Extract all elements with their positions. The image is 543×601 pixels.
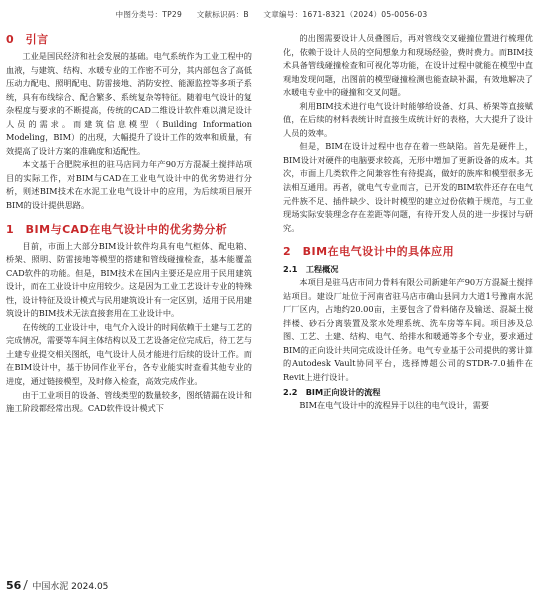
- paragraph: 利用BIM技术进行电气设计时能够给设备、灯具、桥架等直接赋值，在后续的材料表统计时直接生成统计好的表格，大大提升了设计人员的效率。: [283, 100, 533, 138]
- subsection-2-2-heading: 2.2 BIM正向设计的流程: [283, 386, 381, 397]
- paragraph: 由于工业项目的设备、管线类型的数量较多，图纸错漏在设计和施工阶段都经常出现。CAD软件设计模式下: [6, 389, 252, 414]
- subsection-2-1-heading: 2.1 工程概况: [283, 264, 339, 275]
- page-number: 56: [6, 579, 22, 592]
- article-number: 文章编号：1671-8321（2024）05-0056-03: [263, 10, 428, 19]
- journal-name: 中国水泥 2024.05: [32, 582, 109, 592]
- paragraph: 本项目是驻马店市同力骨料有限公司新建年产90万方混凝土搅拌站项目。建设厂址位于河南省驻马店市确山县同力大道1号豫南水泥厂厂区内，占地约20.00亩，主要包含了骨料储存及输送、混凝土搅拌楼、砂石分离装置及浆水处理系统、洗车房等车间。项目涉及总图、工艺、土建、结构、电气、给排水和暖通等多个专业，要求通过BIM的正向设计共同完成设计任务。电气专业基于公司提供的雾计算的Autodesk Vault协同平台，选择博超公司的STDR-7.0插件在Revit上进行设计。: [283, 277, 533, 383]
- paragraph: 本文基于合肥院承担的驻马店同力年产90万方混凝土搅拌站项目的实际工作，对BIM与CAD在工业电气设计中的优劣势进行分析，则述BIM技术在水泥工业电气设计中的应用，为后续项目展开BIM的设计提供思路。: [6, 159, 252, 211]
- paragraph: 在传统的工业设计中，电气介入设计的时间依赖于土建与工艺的完成情况，需要等车间主体结构以及工艺设备定位完成后，待工艺与土建专业提交相关图纸，电气设计人员才能进行后续的设计工作。而在BIM设计中，基于协同作业平台，各专业能实时查看其他专业的进度，通过链接模型，及时修入检查，高效完成作业。: [6, 321, 252, 387]
- paragraph: 目前，市面上大部分BIM设计软件均具有电气柜体、配电箱、桥架、照明、防雷接地等模型的搭建和管线碰撞检查，基本能覆盖CAD软件的功能。但是，BIM技术在国内主要还是应用于民用建筑设计，而在工业设计中应用较少。这是因为工业工艺设计专业的特殊性，设计特征及设计模式与民用建筑设计有一定区别，适用于民用建筑设计的BIM技术无法直接套用在工业设计中。: [6, 240, 252, 319]
- right-column: [283, 32, 533, 412]
- document-code: 文献标识码：B: [196, 10, 249, 19]
- paragraph: 但是，BIM在设计过程中也存在着一些缺陷。首先是硬件上，BIM设计对硬件的电脑要求较高，无形中增加了更新设备的成本。其次，市面上几类软件之间兼容性有待提高，做好的族库和模型很多无法相互通用。再者，就电气专业而言，已开发的BIM软件还存在电气元件族不足、插件缺少、设计时模型的建立过份依赖于规范，与工业现场实际安装理念存在差距等问题，有待开发人员的进一步探讨与研究。: [283, 141, 533, 233]
- footer-divider: [23, 580, 28, 590]
- paragraph: 工业是国民经济和社会发展的基础。电气系统作为工业工程中的血液，与建筑、结构、水暖专业的工作密不可分，其内部包含了高低压动力配电、照明配电、防雷接地、消防安控、能源监控等多项子系统，具有布线综合、配合繁多、系统复杂等特征。随着电气设计的复杂程度与要求的不断提高，传统的CAD二维设计软件难以满足设计人员的需求。而建筑信息模型（Building Information Modeling，BIM）的出现，大幅提升了设计工作的效率和质量，有效提高了设计方案的准确度和适配性。: [6, 51, 252, 156]
- section-0-heading: 0 引言: [6, 33, 49, 46]
- article-metadata: [0, 9, 543, 20]
- left-column: [6, 32, 252, 416]
- page-footer: [6, 579, 108, 592]
- paragraph: 的出图需要设计人员叠图后，再对管线交叉碰撞位置进行梳理优化，依赖于设计人员的空间想象力和现场经验，费时费力。而BIM技术具备管线碰撞检查和可视化等功能，在设计过程中就能在模型中直观地发现问题，出图前的模型碰撞检测也能查缺补漏，有效地解决了水暖电专业中的碰撞和交叉问题。: [283, 33, 533, 98]
- paragraph: BIM在电气设计中的流程异于以往的电气设计，需要: [299, 399, 489, 410]
- clc-number: 中图分类号：TP29: [115, 10, 182, 19]
- section-2-heading: 2 BIM在电气设计中的具体应用: [283, 245, 455, 259]
- section-1-heading: 1 BIM与CAD在电气设计中的优劣势分析: [6, 222, 228, 236]
